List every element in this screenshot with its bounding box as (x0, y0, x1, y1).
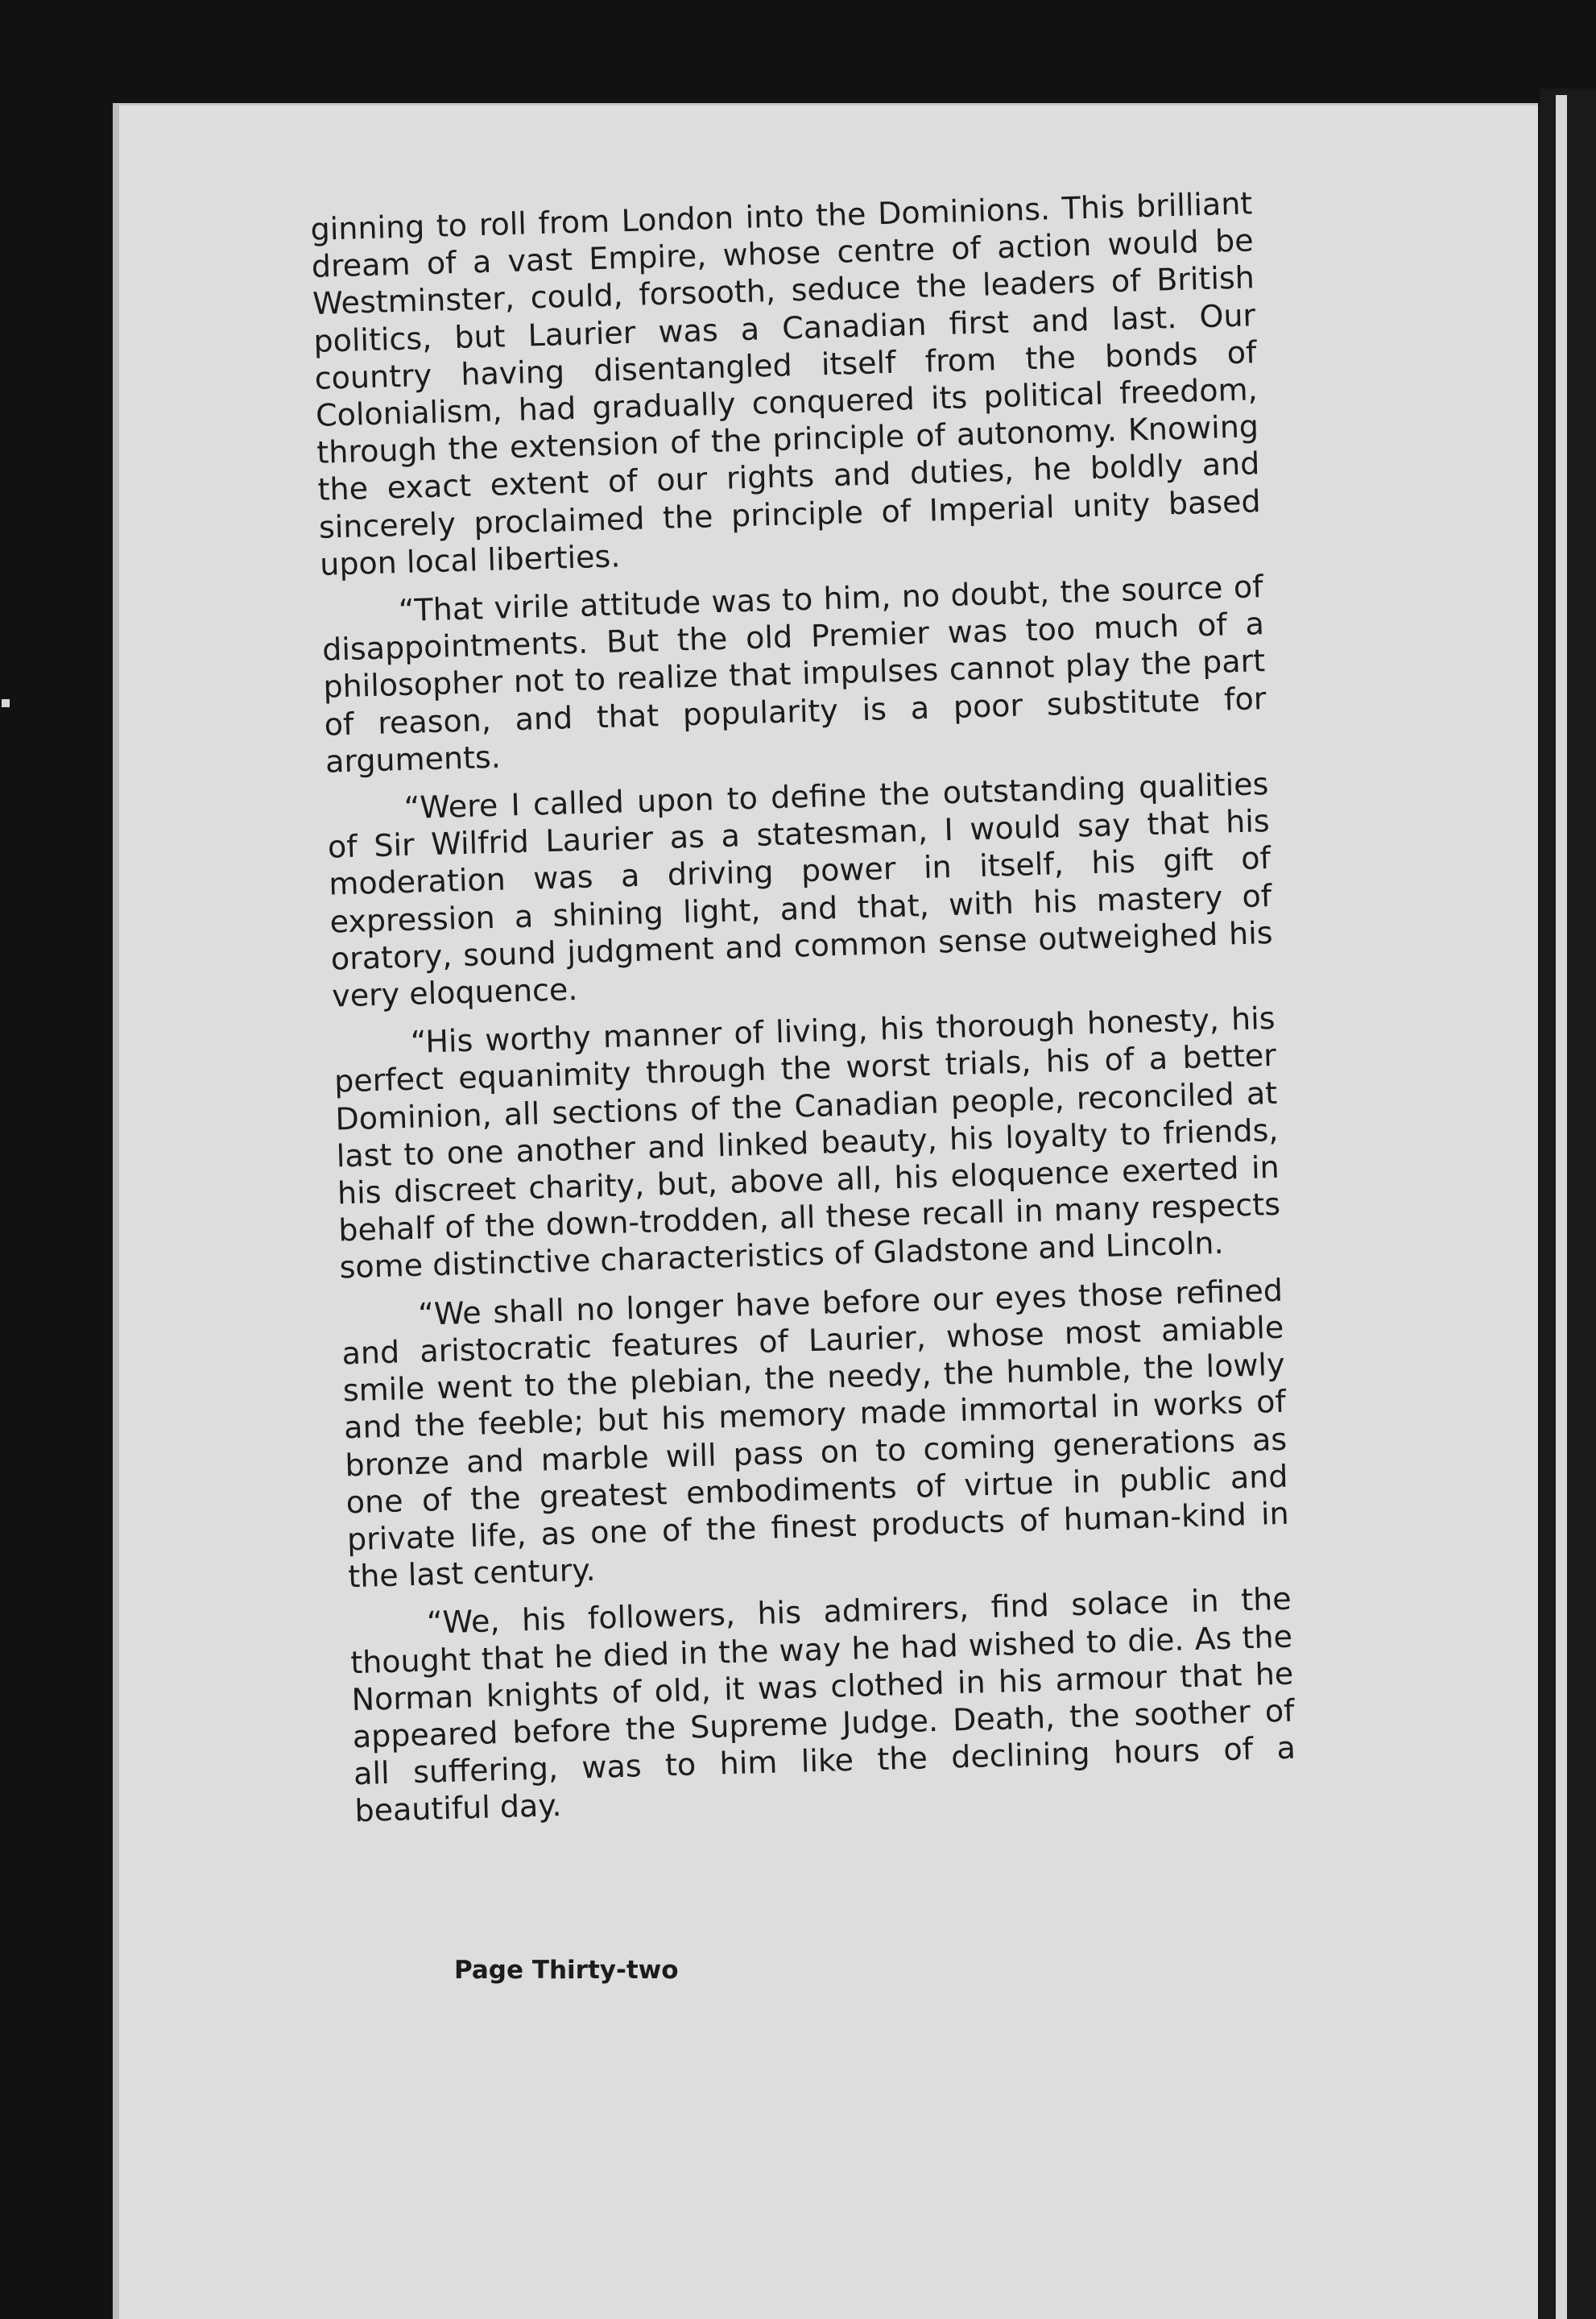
page-number-label: Page Thirty-two (454, 1956, 679, 1985)
paragraph-6: “We, his followers, his admirers, find solace in the thought that he died in the way he had wished to die. As the Norman knights of old, it was clothed in his armour that he appeared before the Supreme Judge. Death, the soother of all suffering, was to him like the declining hours of a beautiful day. (349, 1580, 1296, 1829)
scan-mark (2, 699, 10, 707)
paragraph-3: “Were I called upon to define the outstanding qualities of Sir Wilfrid Laurier as a statesman, I would say that his moderation was a driving power in itself, his gift of expression a shining light, and that, with his mastery of oratory, sound judgment and common sense outweighed his very eloquence. (327, 766, 1274, 1014)
paragraph-2: “That virile attitude was to him, no doubt, the source of disappointments. But the old Premier was too much of a philosopher not to realize that impulses cannot play the part of reason, and that popularity is a poor substitute for arguments. (321, 569, 1267, 780)
next-page-edge (1556, 95, 1567, 2319)
paragraph-1: ginning to roll from London into the Dominions. This brilliant dream of a vast Empire, whose centre of action would be Westminster, could, forsooth, seduce the leaders of British politics, but Laurier was a Canadian first and last. Our country having disentangled itself from the bonds of Colonialism, had gradually conquered its political freedom, through the extension of the principle of autonomy. Knowing the exact extent of our rights and duties, he boldly and sincerely proclaimed the principle of Imperial unity based upon local liberties. (310, 185, 1262, 582)
paragraph-5: “We shall no longer have before our eyes those refined and aristocratic features of Laurier, whose most amiable smile went to the plebian, the needy, the humble, the lowly and the feeble; but his memory made immortal in works of bronze and marble will pass on to coming generations as one of the greatest embodiments of virtue in public and private life, as one of the finest products of human-kind in the last century. (341, 1272, 1290, 1595)
body-text (310, 184, 1297, 1841)
book-edge-shadow (1540, 89, 1596, 2319)
paragraph-4: “His worthy manner of living, his thorough honesty, his perfect equanimity through the worst trials, his of a better Dominion, all sections of the Canadian people, reconciled at last to one another and linked beauty, his loyalty to friends, his discreet charity, but, above all, his eloquence exerted in behalf of the down-trodden, all these recall in many respects some distinctive characteristics of Gladstone and Lincoln. (333, 1000, 1281, 1286)
